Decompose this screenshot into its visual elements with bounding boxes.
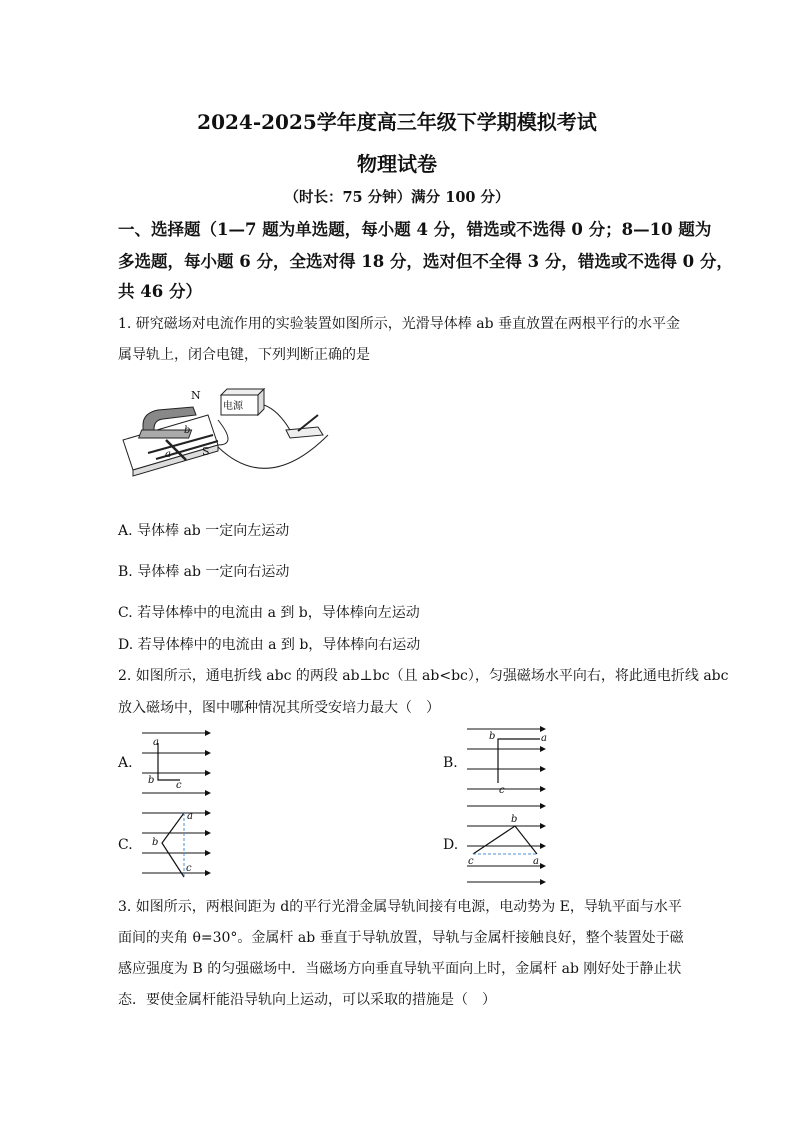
q2-stem-line1: 2. 如图所示，通电折线 abc 的两段 ab⊥bc（且 ab<bc），匀强磁场水平向右，将此通电折线 abc — [118, 668, 729, 684]
section-heading-line3: 共 46 分） — [118, 282, 202, 301]
svg-text:a: a — [541, 733, 547, 744]
svg-text:b: b — [152, 837, 159, 848]
q1-option-c[interactable]: C. 若导体棒中的电流由 a 到 b，导体棒向左运动 — [118, 605, 420, 621]
svg-text:a: a — [187, 811, 193, 822]
q1-figure — [118, 385, 338, 480]
svg-text:c: c — [468, 856, 474, 867]
q3-stem-line4: 态．要使金属杆能沿导轨向上运动，可以采取的措施是（ ） — [118, 992, 496, 1008]
q1-option-b[interactable]: B. 导体棒 ab 一定向右运动 — [118, 564, 290, 580]
section-heading-line2: 多选题，每小题 6 分，全选对得 18 分，选对但不全得 3 分，错选或不选得 0 分， — [118, 252, 733, 271]
wire-abc — [162, 813, 184, 877]
svg-text:c: c — [176, 780, 182, 791]
q1-option-d[interactable]: D. 若导体棒中的电流由 a 到 b，导体棒向右运动 — [118, 637, 421, 653]
pole-n-label: N — [191, 389, 201, 402]
q2-option-b-label[interactable]: B. — [443, 755, 458, 771]
wire-abc — [473, 826, 537, 854]
svg-text:c: c — [186, 863, 192, 874]
page-title: 2024-2025学年度高三年级下学期模拟考试 — [197, 110, 597, 134]
q2-option-c-label[interactable]: C. — [118, 837, 133, 853]
q2-figure-c — [140, 805, 220, 885]
svg-text:c: c — [499, 785, 505, 796]
svg-text:b: b — [511, 814, 518, 825]
q1-stem-line2: 属导轨上，闭合电键，下列判断正确的是 — [118, 347, 370, 363]
exam-meta: （时长：75 分钟）满分 100 分） — [284, 189, 510, 206]
section-heading-line1: 一、选择题（1—7 题为单选题，每小题 4 分，错选或不选得 0 分；8—10 题为 — [118, 220, 712, 239]
wire-abc — [498, 739, 540, 783]
q2-figure-d — [465, 798, 555, 888]
q1-option-a[interactable]: A. 导体棒 ab 一定向左运动 — [118, 523, 290, 539]
power-label: 电源 — [223, 401, 243, 412]
pole-s-label: S — [202, 445, 210, 458]
svg-text:a: a — [153, 737, 159, 748]
q3-stem-line3: 感应强度为 B 的匀强磁场中．当磁场方向垂直导轨平面向上时，金属杆 ab 刚好处于静止状 — [118, 961, 682, 977]
wire-abc — [158, 743, 180, 780]
q3-stem-line2: 面间的夹角 θ=30°。金属杆 ab 垂直于导轨放置，导轨与金属杆接触良好，整个装置处于磁 — [118, 930, 684, 946]
q2-figure-a — [140, 725, 220, 800]
page-subtitle: 物理试卷 — [357, 152, 437, 176]
switch — [286, 427, 323, 438]
svg-text:b: b — [148, 775, 155, 786]
q2-option-a-label[interactable]: A. — [118, 755, 133, 771]
q2-figure-b — [465, 725, 555, 800]
q1-stem-line1: 1. 研究磁场对电流作用的实验装置如图所示，光滑导体棒 ab 垂直放置在两根平行的水平金 — [118, 316, 681, 332]
q2-option-d-label[interactable]: D. — [443, 837, 459, 853]
q2-stem-line2: 放入磁场中，图中哪种情况其所受安培力最大（ ） — [118, 700, 440, 716]
q3-stem-line1: 3. 如图所示，两根间距为 d的平行光滑金属导轨间接有电源，电动势为 E，导轨平面与水平 — [118, 899, 682, 915]
rod-a-label: a — [165, 449, 171, 460]
svg-text:b: b — [489, 731, 496, 742]
rod-b-label: b — [184, 425, 191, 436]
svg-text:a: a — [533, 856, 539, 867]
